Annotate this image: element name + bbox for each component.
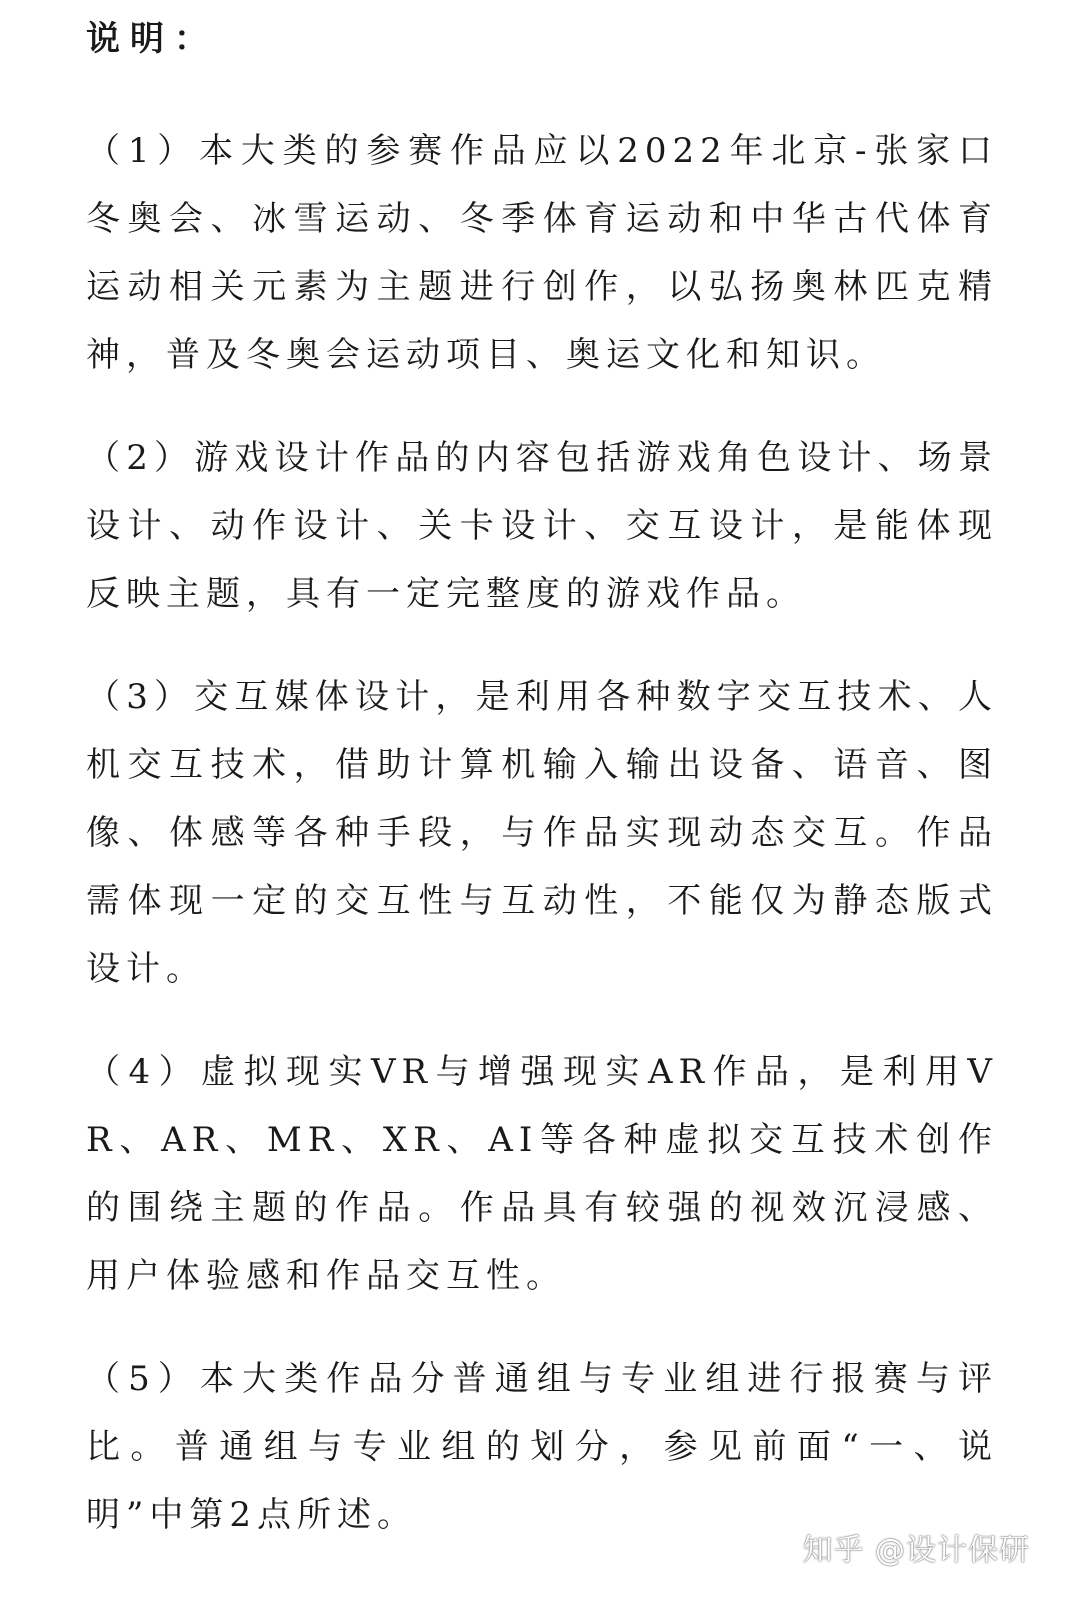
- paragraph-4: （4）虚拟现实VR与增强现实AR作品，是利用VR、AR、MR、XR、AI等各种虚拟交互技术创作的围绕主题的作品。作品具有较强的视效沉浸感、用户体验感和作品交互性。: [86, 1052, 998, 1296]
- paragraph-2: （2）游戏设计作品的内容包括游戏角色设计、场景设计、动作设计、关卡设计、交互设计，是能体现反映主题，具有一定完整度的游戏作品。: [86, 438, 998, 614]
- paragraph-1: （1）本大类的参赛作品应以2022年北京-张家口冬奥会、冰雪运动、冬季体育运动和中华古代体育运动相关元素为主题进行创作，以弘扬奥林匹克精神，普及冬奥会运动项目、奥运文化和知识。: [86, 131, 998, 375]
- watermark-text: 知乎 @设计保研: [802, 1533, 1030, 1568]
- document-page: [86, 0, 998, 1549]
- paragraph-5: （5）本大类作品分普通组与专业组进行报赛与评比。普通组与专业组的划分，参见前面“一、说明”中第2点所述。: [86, 1359, 998, 1535]
- document-title: 说明：: [86, 19, 218, 59]
- paragraph-3: （3）交互媒体设计，是利用各种数字交互技术、人机交互技术，借助计算机输入输出设备、语音、图像、体感等各种手段，与作品实现动态交互。作品需体现一定的交互性与互动性，不能仅为静态版式设计。: [86, 677, 998, 989]
